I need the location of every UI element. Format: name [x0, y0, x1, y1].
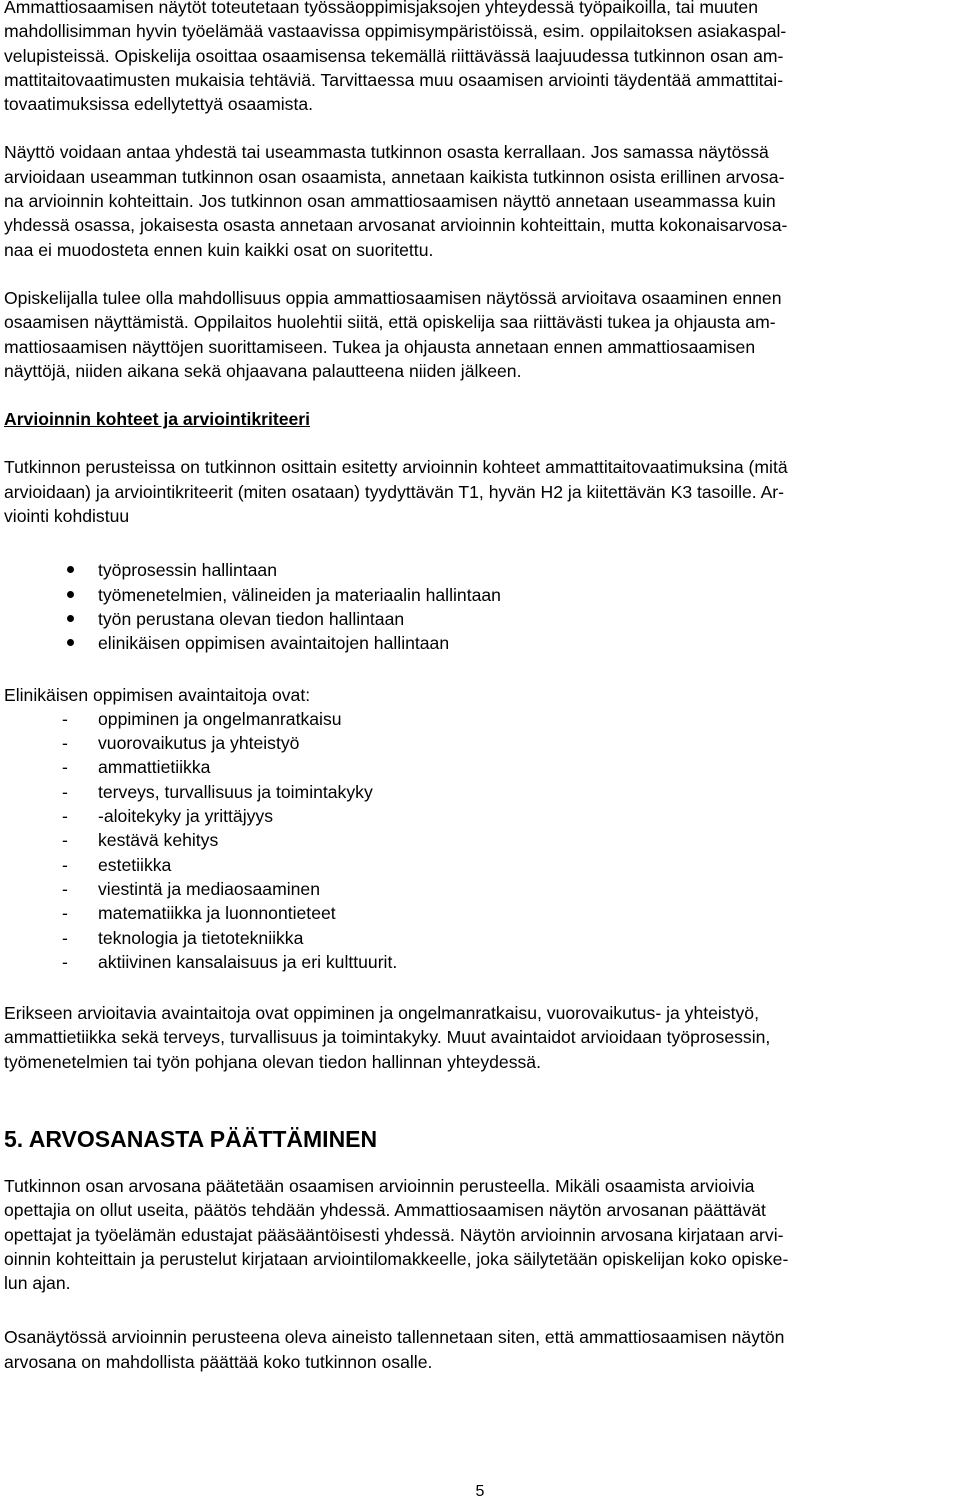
text-line: arvioidaan) ja arviointikriteerit (miten osataan) tyydyttävän T1, hyvän H2 ja kiitettävän K3 tasoille. Ar- — [4, 481, 785, 502]
list-item: - ammattietiikka — [62, 757, 211, 778]
text-line: velupisteissä. Opiskelija osoittaa osaamisensa tekemällä riittävässä laajuudessa tutkinnon osan am- — [4, 45, 784, 66]
section-heading: Arvioinnin kohteet ja arviointikriteeri — [4, 409, 311, 430]
list-item: työn perustana olevan tiedon hallintaan — [4, 607, 954, 631]
paragraph-grade-decision — [4, 1174, 954, 1295]
text-line: yhdessä osassa, jokaisesta osasta annetaan arvosanat arvioinnin kohteittain, mutta kokonaisarvosa- — [4, 215, 788, 236]
text-line: na arvioinnin kohteittain. Jos tutkinnon osan ammattiosaamisen näyttö annetaan useammassa kuin — [4, 191, 776, 212]
text-line: naa ei muodosteta ennen kuin kaikki osat on suoritettu. — [4, 239, 434, 260]
paragraph-separately-assessed — [4, 1001, 954, 1074]
assessment-targets-list — [4, 558, 954, 655]
paragraph-multiple-parts — [4, 140, 954, 261]
key-skills-intro: Elinikäisen oppimisen avaintaitoja ovat: — [4, 684, 311, 705]
bullet-icon — [67, 639, 74, 646]
text-line: Ammattiosaamisen näytöt toteutetaan työssäoppimisjaksojen yhteydessä työpaikoilla, tai muuten — [4, 0, 759, 17]
text-line: lun ajan. — [4, 1273, 71, 1294]
text-line: mattiosaamisen näyttöjen suorittamiseen. Tukea ja ohjausta annetaan ennen ammattiosaamisen — [4, 336, 756, 357]
text-line: mattitaitovaatimusten mukaisia tehtäviä. Tarvittaessa muu osaamisen arviointi täydentää ammattitai- — [4, 69, 784, 90]
list-item: - oppiminen ja ongelmanratkaisu — [62, 708, 342, 729]
bullet-icon — [67, 615, 74, 622]
text-line: ammattietiikka sekä terveys, turvallisuus ja toimintakyky. Muut avaintaidot arvioidaan työprosessin, — [4, 1027, 771, 1048]
text-line: Tutkinnon osan arvosana päätetään osaamisen arvioinnin perusteella. Mikäli osaamista arvioivia — [4, 1175, 755, 1196]
paragraph-criteria — [4, 455, 954, 528]
bullet-icon — [67, 566, 74, 573]
paragraph-partial-demonstration — [4, 1325, 954, 1374]
list-item: - terveys, turvallisuus ja toimintakyky — [62, 781, 373, 802]
list-item: - aktiivinen kansalaisuus ja eri kulttuurit. — [62, 951, 398, 972]
list-item: - teknologia ja tietotekniikka — [62, 927, 304, 948]
text-line: työmenetelmien tai työn pohjana olevan tiedon hallinnan yhteydessä. — [4, 1051, 541, 1072]
text-line: Erikseen arvioitavia avaintaitoja ovat oppiminen ja ongelmanratkaisu, vuorovaikutus- ja yhteistyö, — [4, 1003, 759, 1024]
text-line: mahdollisimman hyvin työelämää vastaavissa oppimisympäristöissä, esim. oppilaitoksen asiakaspal- — [4, 21, 787, 42]
paragraph-demonstrations — [4, 0, 954, 116]
text-line: Tutkinnon perusteissa on tutkinnon osittain esitetty arvioinnin kohteet ammattitaitovaatimuksina (mitä — [4, 457, 788, 478]
list-item: elinikäisen oppimisen avaintaitojen hallintaan — [4, 631, 954, 655]
bullet-icon — [67, 591, 74, 598]
text-line: oinnin kohteittain ja perustelut kirjataan arviointilomakkeelle, joka säilytetään opiskelijan koko opiske- — [4, 1248, 789, 1269]
key-skills-list — [4, 707, 954, 974]
text-line: Näyttö voidaan antaa yhdestä tai useammasta tutkinnon osasta kerrallaan. Jos samassa näytössä — [4, 142, 769, 163]
paragraph-support — [4, 286, 954, 383]
text-line: osaamisen näyttämistä. Oppilaitos huolehtii siitä, että opiskelija saa riittävästi tukea ja ohjausta am- — [4, 312, 776, 333]
text-line: Osanäytössä arvioinnin perusteena oleva aineisto tallennetaan siten, että ammattiosaamisen näytön — [4, 1327, 785, 1348]
text-line: opettajia on ollut useita, päätös tehdään yhdessä. Ammattiosaamisen näytön arvosanan päättävät — [4, 1200, 766, 1221]
list-item: - viestintä ja mediaosaaminen — [62, 878, 321, 899]
text-line: opettajat ja työelämän edustajat pääsääntöisesti yhdessä. Näytön arvioinnin arvosana kirjataan arvi- — [4, 1224, 784, 1245]
text-line: näyttöjä, niiden aikana sekä ohjaavana palautteena niiden jälkeen. — [4, 360, 522, 381]
text-line: tovaatimuksissa edellytettyä osaamista. — [4, 94, 314, 115]
list-item: työprosessin hallintaan — [4, 558, 954, 582]
page-number: 5 — [475, 1483, 485, 1500]
text-line: arvioidaan useamman tutkinnon osan osaamista, annetaan kaikista tutkinnon osista erillinen arvosa- — [4, 166, 785, 187]
text-line: viointi kohdistuu — [4, 506, 130, 527]
chapter-heading: 5. ARVOSANASTA PÄÄTTÄMINEN — [4, 1125, 378, 1152]
list-item: työmenetelmien, välineiden ja materiaalin hallintaan — [4, 583, 954, 607]
text-line: Opiskelijalla tulee olla mahdollisuus oppia ammattiosaamisen näytössä arvioitava osaaminen ennen — [4, 287, 782, 308]
list-item: - estetiikka — [62, 854, 172, 875]
list-item: - kestävä kehitys — [62, 830, 219, 851]
document-page — [4, 0, 954, 1374]
list-item: - -aloitekyky ja yrittäjyys — [62, 806, 274, 827]
text-line: arvosana on mahdollista päättää koko tutkinnon osalle. — [4, 1351, 433, 1372]
list-item: - matematiikka ja luonnontieteet — [62, 903, 336, 924]
list-item: - vuorovaikutus ja yhteistyö — [62, 733, 300, 754]
